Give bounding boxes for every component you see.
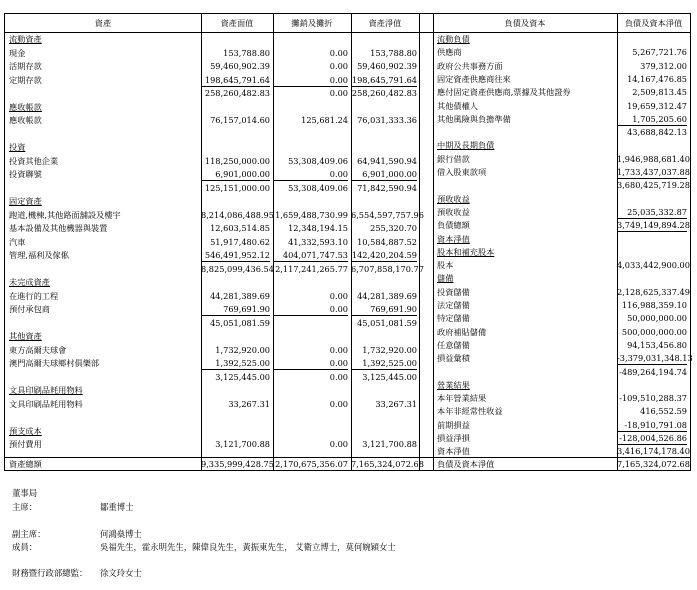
value-b: 0.00 [329,290,348,301]
value-a: 8,214,086,488.95 [201,209,274,220]
row-label: 投資其他企業 [9,155,59,166]
liability-row [433,206,690,218]
asset-row [5,182,419,194]
value-b: 53,308,409.06 [288,182,348,193]
row-label: 在進行的工程 [9,290,59,301]
value-b: 0.00 [329,344,348,355]
row-label: 活期存款 [9,61,42,71]
row-label: 損益彙積 [437,353,470,364]
value-b: 0.00 [329,439,348,449]
row-label: 流動資產 [9,34,42,44]
row-label: 股本和補充股本 [437,246,495,257]
value-a: 33,267.31 [228,398,270,409]
asset-row [5,290,419,302]
liability-row [433,259,690,271]
value-c: 153,788.80 [370,47,417,58]
value-a: 44,281,389.69 [210,290,270,301]
header-liabilities: 負債及資本 [504,18,546,28]
row-label: 基本設備及其他機器與裝置 [9,223,108,233]
row-label: 負債總額 [437,220,470,231]
row-label: 本年營業結果 [437,393,487,404]
row-value: 1,946,988,681.40 [617,153,690,164]
liability-row [433,299,690,311]
liability-row [433,392,690,404]
value-b: 0.00 [273,303,348,316]
value-b: 0.00 [329,61,348,71]
row-value: 43,688,842.13 [627,127,687,138]
value-b: 404,071,747.53 [273,249,348,262]
row-value: 19,659,312.47 [627,100,687,111]
row-label: 流動負債 [437,34,470,44]
section-heading [433,272,690,284]
value-a: 153,788.80 [223,47,270,58]
section-heading [433,233,690,245]
row-label: 政府公共事務方面 [437,60,503,71]
liability-row [433,312,690,324]
value-c: 71,842,590.94 [357,182,417,193]
value-c: 258,260,482.83 [351,88,417,98]
row-value: 3,680,425,719.28 [617,180,690,191]
value-a: 12,603,514.85 [210,223,270,233]
section-heading [5,195,419,207]
asset-row [5,74,419,86]
row-label: 固定資產供應商往來 [437,73,511,84]
asset-row [5,60,419,72]
members-label: 成員： [12,542,38,552]
value-b: 53,308,409.06 [288,155,348,166]
row-label: 投資儲備 [437,286,470,297]
divider [419,14,420,470]
value-c: 10,584,887.52 [357,236,417,247]
row-label: 固定資產 [9,196,42,206]
value-a: 8,825,099,436.54 [201,263,274,274]
liability-row [433,126,690,138]
value-c: 3,125,445.00 [362,371,417,382]
value-a: 45,051,081.59 [210,317,270,328]
asset-row [5,168,419,180]
row-value: 25,035,332.87 [617,206,687,219]
section-heading [5,101,419,113]
value-c: 59,460,902.39 [357,61,417,71]
row-value: 116,988,359.10 [621,300,687,310]
value-a: 125,151,000.00 [204,182,270,193]
liability-row [433,286,690,298]
value-b: 125,681.24 [301,115,348,125]
header-depreciation: 攤銷及攤折 [291,18,333,28]
row-value: -3,379,031,348.13 [617,353,693,364]
chair-label: 主席： [12,502,38,512]
row-label: 跑道,機棟,其他路面舖設及樓宇 [9,209,121,220]
asset-row [5,236,419,248]
asset-row [5,87,419,99]
liability-row [433,219,690,231]
members-names: 吳福先生，霍永明先生，陳偉良先生，黃振東先生， 艾衛立博士，莫何婉穎女士 [100,542,396,552]
liability-row [433,339,690,351]
liability-row [433,166,690,178]
asset-row [5,411,419,423]
row-value: 1,705,205.60 [617,113,687,126]
liability-row [433,46,690,58]
liability-row [433,86,690,98]
row-label: 定期存款 [9,74,42,85]
value-c: 45,051,081.59 [357,317,417,328]
asset-row [5,155,419,167]
value-a: 51,917,480.62 [210,236,270,247]
liability-row [433,419,690,431]
vice-label: 副主席： [12,529,46,539]
row-label: 銀行借款 [437,153,470,164]
row-label: 預付承包商 [9,304,50,314]
balance-sheet [4,13,691,471]
liability-row [433,73,690,85]
value-c: 255,320.70 [370,223,417,233]
value-b: 12,348,194.15 [288,223,348,233]
total-liab-value: 7,165,324,072.68 [617,459,690,469]
row-label: 預收收益 [437,193,470,204]
section-heading [5,141,419,153]
header-net-value: 資產淨值 [368,18,402,28]
row-label: 管理,福利及傢俬 [9,250,69,260]
section-heading [433,33,690,45]
value-c: 142,420,204.59 [351,250,417,260]
asset-row [5,114,419,126]
section-heading [5,425,419,437]
value-a: 59,460,902.39 [210,61,270,71]
value-a: 1,392,525.00 [201,357,270,370]
row-label: 應付固定資產供應商,票據及其他證券 [437,87,571,98]
row-value: 4,033,442,900.00 [617,260,690,271]
totals-row [5,458,690,470]
row-label: 其他債權人 [437,100,478,111]
asset-row [5,209,424,221]
row-label: 東方高爾夫球會 [9,344,67,355]
value-c: 76,031,333.36 [357,115,417,125]
section-heading [433,139,690,151]
value-c: 6,901,000.00 [351,168,417,181]
liability-row [433,366,690,378]
value-a: 1,732,920.00 [215,344,270,355]
value-c: 769,691.90 [351,303,417,316]
value-a: 6,901,000.00 [201,168,270,181]
row-value: 2,509,813.45 [632,87,687,98]
liability-row [433,179,690,191]
value-a: 76,157,014.60 [210,115,270,125]
liability-row [433,445,690,457]
value-b: 0.00 [329,398,348,409]
row-label: 其他資產 [9,331,42,341]
row-label: 中期及長期負債 [437,140,495,151]
row-label: 資本淨值 [437,233,470,244]
asset-row [5,371,419,383]
row-value: 14,167,476.85 [627,73,687,84]
vice-name: 何鴻燊博士 [100,529,142,539]
liability-row [433,432,690,444]
row-value: 3,416,174,178.40 [617,446,690,457]
row-label: 未完成資產 [9,277,50,287]
row-value: 50,000,000.00 [627,313,687,324]
row-label: 投資聯號 [9,169,42,179]
row-value: 94,153,456.80 [627,339,687,350]
director-label: 財務暨行政部總監： [12,568,88,578]
total-assets-label: 資產總額 [9,459,42,469]
section-heading [433,246,690,258]
row-value: -128,004,526.86 [617,432,687,445]
row-label: 本年非經常性收益 [437,406,503,417]
value-a: 198,645,791.64 [201,74,270,87]
row-value: 2,128,625,337.49 [617,286,690,297]
value-c: 6,554,597,757.96 [351,209,424,220]
asset-row [5,249,419,261]
row-label: 應收帳款 [9,101,42,112]
section-heading [433,379,690,391]
value-a: 118,250,000.00 [204,155,270,166]
row-label: 供應商 [437,47,462,58]
total-face-value: 9,335,999,428.75 [201,459,274,469]
section-heading [5,33,419,45]
row-label: 資本淨值 [437,446,470,457]
value-a: 3,125,445.00 [215,371,270,382]
row-label: 任意儲備 [437,339,470,350]
liability-row [433,60,690,72]
asset-row [5,263,424,275]
asset-row [5,303,419,315]
row-value: 3,749,149,894.28 [617,220,690,231]
value-a: 3,121,700.88 [215,439,270,449]
row-label: 前期損益 [437,419,470,430]
value-b: 0.00 [273,168,348,181]
value-b: 0.00 [329,88,348,98]
liability-row [433,100,690,112]
total-liab-label: 負債及資本淨值 [437,459,495,469]
row-label: 特定儲備 [437,313,470,324]
asset-row [5,398,419,410]
section-heading [5,330,419,342]
row-label: 文具印刷品耗用物料 [9,398,83,409]
row-value: 416,552.59 [640,406,687,417]
asset-row [5,222,419,234]
row-label: 投資 [9,142,26,152]
header-liab-net: 負債及資本淨值 [624,18,683,28]
value-c: 64,941,590.94 [357,155,417,166]
row-value: 379,312.00 [640,60,687,71]
row-label: 其他風險與負擔準備 [437,113,511,124]
value-c: 33,267.31 [375,398,417,409]
value-a: 769,691.90 [201,303,270,316]
row-label: 澳門高爾夫球鄉村俱樂部 [9,358,100,368]
header-row [5,17,690,29]
liability-row [433,352,693,364]
row-label: 汽車 [9,236,26,247]
row-value: 500,000,000.00 [621,326,687,337]
asset-row [5,317,419,329]
asset-row [5,357,419,369]
row-label: 預付費用 [9,439,42,449]
liability-row [433,326,690,338]
value-a: 258,260,482.83 [204,88,270,98]
row-label: 營業結果 [437,379,470,390]
row-value: 5,267,721.76 [632,47,687,58]
row-label: 損益淨損 [437,433,470,443]
row-label: 預支成本 [9,425,42,436]
value-b: 1,659,488,730.99 [275,209,348,220]
row-label: 文具印刷品耗用物料 [9,385,83,395]
row-label: 預收收益 [437,206,470,217]
row-label: 現金 [9,47,26,58]
total-net-value: 7,165,324,072.68 [351,459,424,469]
value-c: 1,732,920.00 [362,344,417,355]
asset-row [5,438,419,450]
row-label: 儲備 [437,273,454,284]
liability-row [433,153,690,165]
value-c: 6,707,858,170.77 [351,263,424,274]
row-label: 法定儲備 [437,300,470,310]
value-c: 3,121,700.88 [362,439,417,449]
value-b: 0.00 [273,74,348,87]
value-b: 2,117,241,265.77 [275,263,348,274]
row-label: 借入股東款項 [437,167,487,177]
value-b: 0.00 [329,371,348,382]
row-value: -109,510,288.37 [619,393,687,404]
liability-row [433,405,690,417]
total-depreciation: 2,170,675,356.07 [275,459,348,469]
section-heading [433,193,690,205]
row-label: 應收帳款 [9,115,42,125]
value-b: 41,332,593.10 [288,236,348,247]
section-heading [5,384,419,396]
value-b: 0.00 [273,357,348,370]
row-value: -18,910,791.08 [617,419,687,432]
director-name: 徐文玲女士 [100,568,142,578]
header-assets: 資產 [94,18,112,28]
header-face-value: 資產面值 [220,18,254,28]
row-value: 1,733,437,037.88 [617,167,690,177]
asset-row [5,128,419,140]
asset-row [5,344,419,356]
section-heading [5,276,419,288]
value-c: 198,645,791.64 [351,74,417,85]
value-b: 0.00 [329,47,348,58]
row-label: 政府補貼儲備 [437,326,487,337]
value-a: 546,491,952.12 [201,249,270,262]
chair-name: 鄒重博士 [100,502,134,512]
value-c: 44,281,389.69 [357,290,417,301]
row-value: -489,264,194.74 [619,366,687,377]
row-label: 股本 [437,260,454,271]
value-c: 1,392,525.00 [351,357,417,370]
asset-row [5,47,419,59]
liability-row [433,113,690,125]
board-label: 董事局 [12,488,38,498]
